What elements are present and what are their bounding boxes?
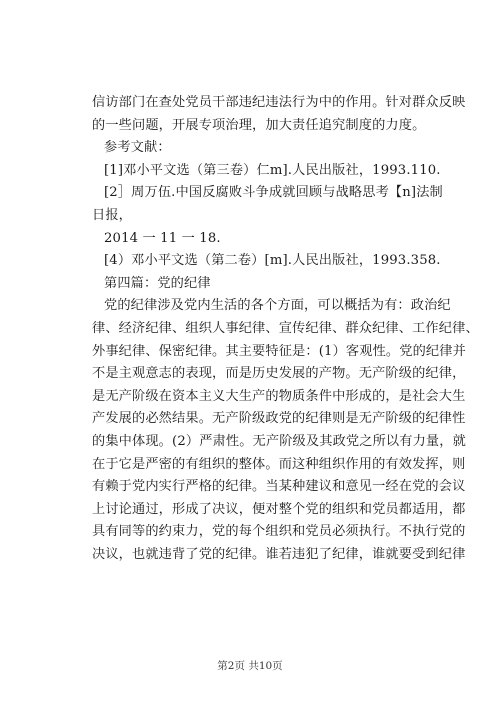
reference-item: [1]邓小平文选（第三卷）仁m].人民出版社，1993.110. (104, 162, 441, 178)
text-line: 的集中体现。(2）严肃性。无产阶级及其政党之所以有力量，就 (92, 433, 466, 449)
text-line: 的一些问题，开展专项治理，加大责任追究制度的力度。 (92, 117, 426, 133)
page-number: 第2页 共10页 (217, 660, 283, 672)
body-text (92, 92, 479, 566)
references-heading: 参考文献： (104, 140, 171, 156)
reference-item-continuation: 2014 一 11 一 18. (104, 230, 221, 246)
text-line: 外事纪律、保密纪律。其主要特征是：(1）客观性。党的纪律并 (92, 343, 466, 359)
text-line: 信访部门在查处党员干部违纪违法行为中的作用。针对群众反映 (92, 95, 466, 110)
reference-item: [2］周万伍.中国反腐败斗争成就回顾与战略思考【n]法制 (104, 185, 443, 201)
text-line: 决议，也就违背了党的纪律。谁若违犯了纪律，谁就要受到纪律 (92, 546, 466, 562)
text-line: 具有同等的约束力，党的每个组织和党员必须执行。不执行党的 (92, 524, 466, 540)
text-line: 有赖于党内实行严格的纪律。当某种建议和意见一经在党的会议 (92, 479, 466, 495)
text-line: 党的纪律涉及党内生活的各个方面，可以概括为有：政治纪 (104, 298, 451, 314)
text-line: 产发展的必然结果。无产阶级政党的纪律则是无产阶级的纪律性 (92, 411, 466, 427)
text-line: 是无产阶级在资本主义大生产的物质条件中形成的，是社会大生 (92, 388, 466, 404)
text-line: 不是主观意志的表现，而是历史发展的产物。无产阶级的纪律， (92, 366, 466, 382)
reference-item-continuation: 日报， (92, 207, 133, 223)
reference-item: [4）邓小平文选（第二卷）[m].人民出版社，1993.358. (104, 253, 441, 269)
text-line: 上讨论通过，形成了决议，便对整个党的组织和党员都适用，都 (92, 501, 466, 517)
text-line: 律、经济纪律、组织人事纪律、宣传纪律、群众纪律、工作纪律、 (92, 320, 479, 336)
text-line: 在于它是严密的有组织的整体。而这种组织作用的有效发挥，则 (92, 456, 466, 472)
section-title: 第四篇：党的纪律 (104, 275, 211, 291)
